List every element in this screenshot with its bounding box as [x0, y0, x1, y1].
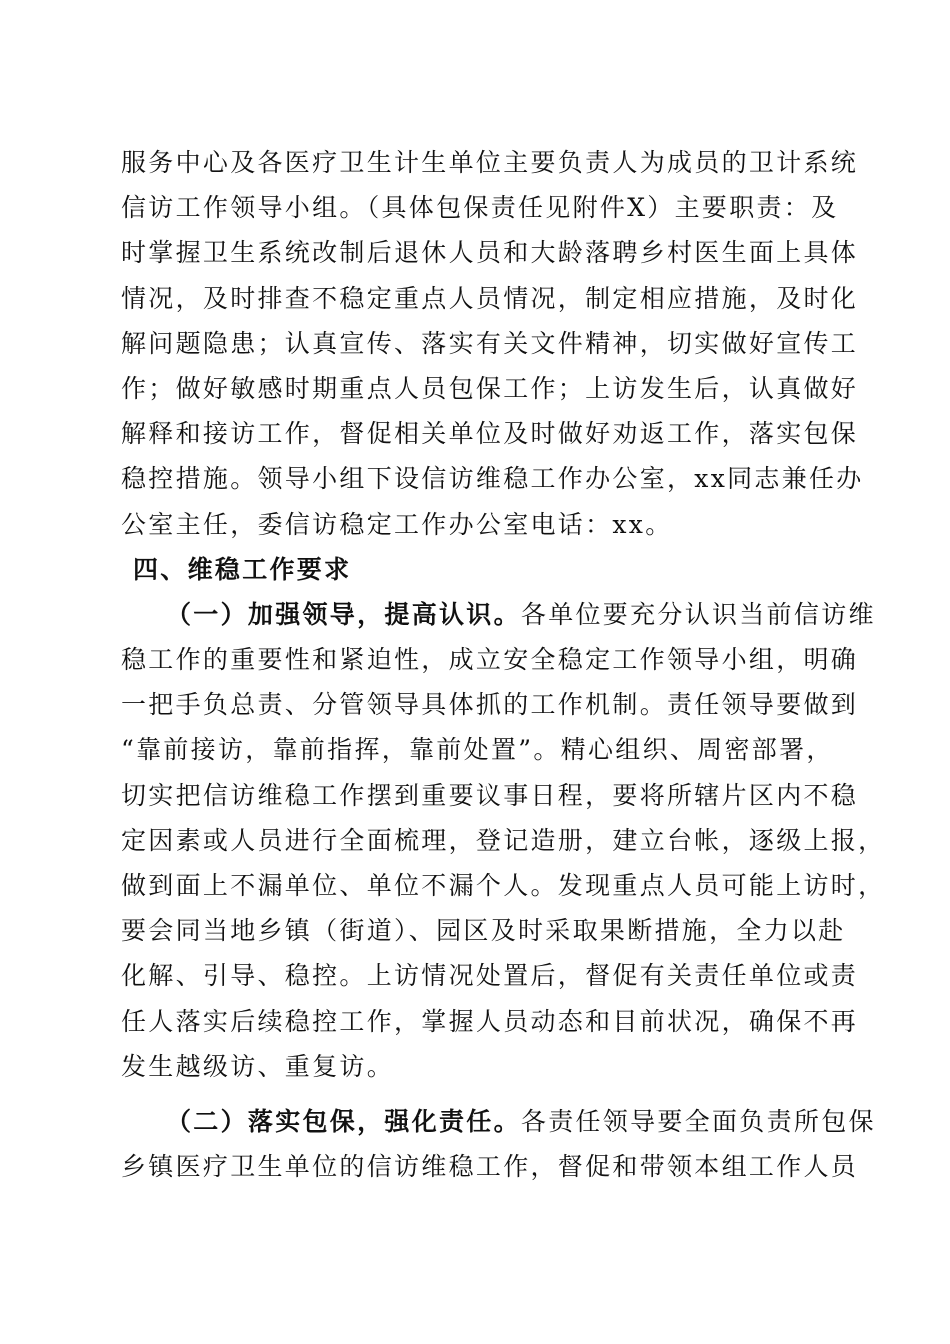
text-line: 一把手负总责、分管领导具体抓的工作机制。责任领导要做到 — [121, 690, 859, 720]
paragraph-lead: （二）落实包保，强化责任。 — [166, 1106, 521, 1136]
text-line: 服务中心及各医疗卫生计生单位主要负责人为成员的卫计系统 — [121, 148, 859, 177]
paragraph-gap — [121, 1089, 831, 1099]
text-line: 任人落实后续稳控工作，掌握人员动态和目前状况，确保不再 — [121, 1006, 859, 1036]
text-line: 定因素或人员进行全面梳理，登记造册，建立台帐，逐级上报， — [121, 825, 886, 855]
paragraph-2 — [121, 592, 886, 1089]
text-line: 作；做好敏感时期重点人员包保工作；上访发生后，认真做好 — [121, 373, 859, 403]
text-line: 信访工作领导小组。（具体包保责任见附件X）主要职责：及 — [121, 193, 839, 223]
paragraph-lead: （一）加强领导，提高认识。 — [166, 599, 521, 629]
text-line: 要会同当地乡镇（街道）、园区及时采取果断措施，全力以赴 — [121, 916, 846, 946]
text-line-first — [121, 1099, 876, 1144]
text-line: 时掌握卫生系统改制后退休人员和大龄落聘乡村医生面上具体 — [121, 238, 859, 268]
text-line: 公室主任，委信访稳定工作办公室电话：xx。 — [121, 509, 673, 539]
text-line: 稳控措施。领导小组下设信访维稳工作办公室，xx同志兼任办 — [121, 464, 864, 494]
text-line: 化解、引导、稳控。上访情况处置后，督促有关责任单位或责 — [121, 961, 859, 991]
paragraph-text: 各单位要充分认识当前信访维 — [520, 599, 876, 629]
text-line: 发生越级访、重复访。 — [121, 1051, 395, 1081]
text-line: 稳工作的重要性和紧迫性，成立安全稳定工作领导小组，明确 — [121, 645, 859, 675]
paragraph-3 — [121, 1099, 876, 1189]
text-line-first — [121, 592, 876, 637]
text-line: 解问题隐患；认真宣传、落实有关文件精神，切实做好宣传工 — [121, 328, 859, 358]
text-line: 情况，及时排查不稳定重点人员情况，制定相应措施，及时化 — [121, 283, 859, 313]
text-line: 做到面上不漏单位、单位不漏个人。发现重点人员可能上访时， — [121, 871, 886, 900]
paragraph-text: 各责任领导要全面负责所包保 — [520, 1106, 876, 1136]
text-line: 乡镇医疗卫生单位的信访维稳工作，督促和带领本组工作人员 — [121, 1152, 859, 1182]
section-heading: 四、维稳工作要求 — [133, 554, 352, 584]
document-body — [121, 140, 886, 1189]
paragraph-1 — [121, 140, 864, 547]
text-line: “靠前接访，靠前指挥，靠前处置”。精心组织、周密部署， — [121, 735, 834, 765]
text-line: 解释和接访工作，督促相关单位及时做好劝返工作，落实包保 — [121, 419, 859, 449]
text-line: 切实把信访维稳工作摆到重要议事日程，要将所辖片区内不稳 — [121, 780, 859, 810]
